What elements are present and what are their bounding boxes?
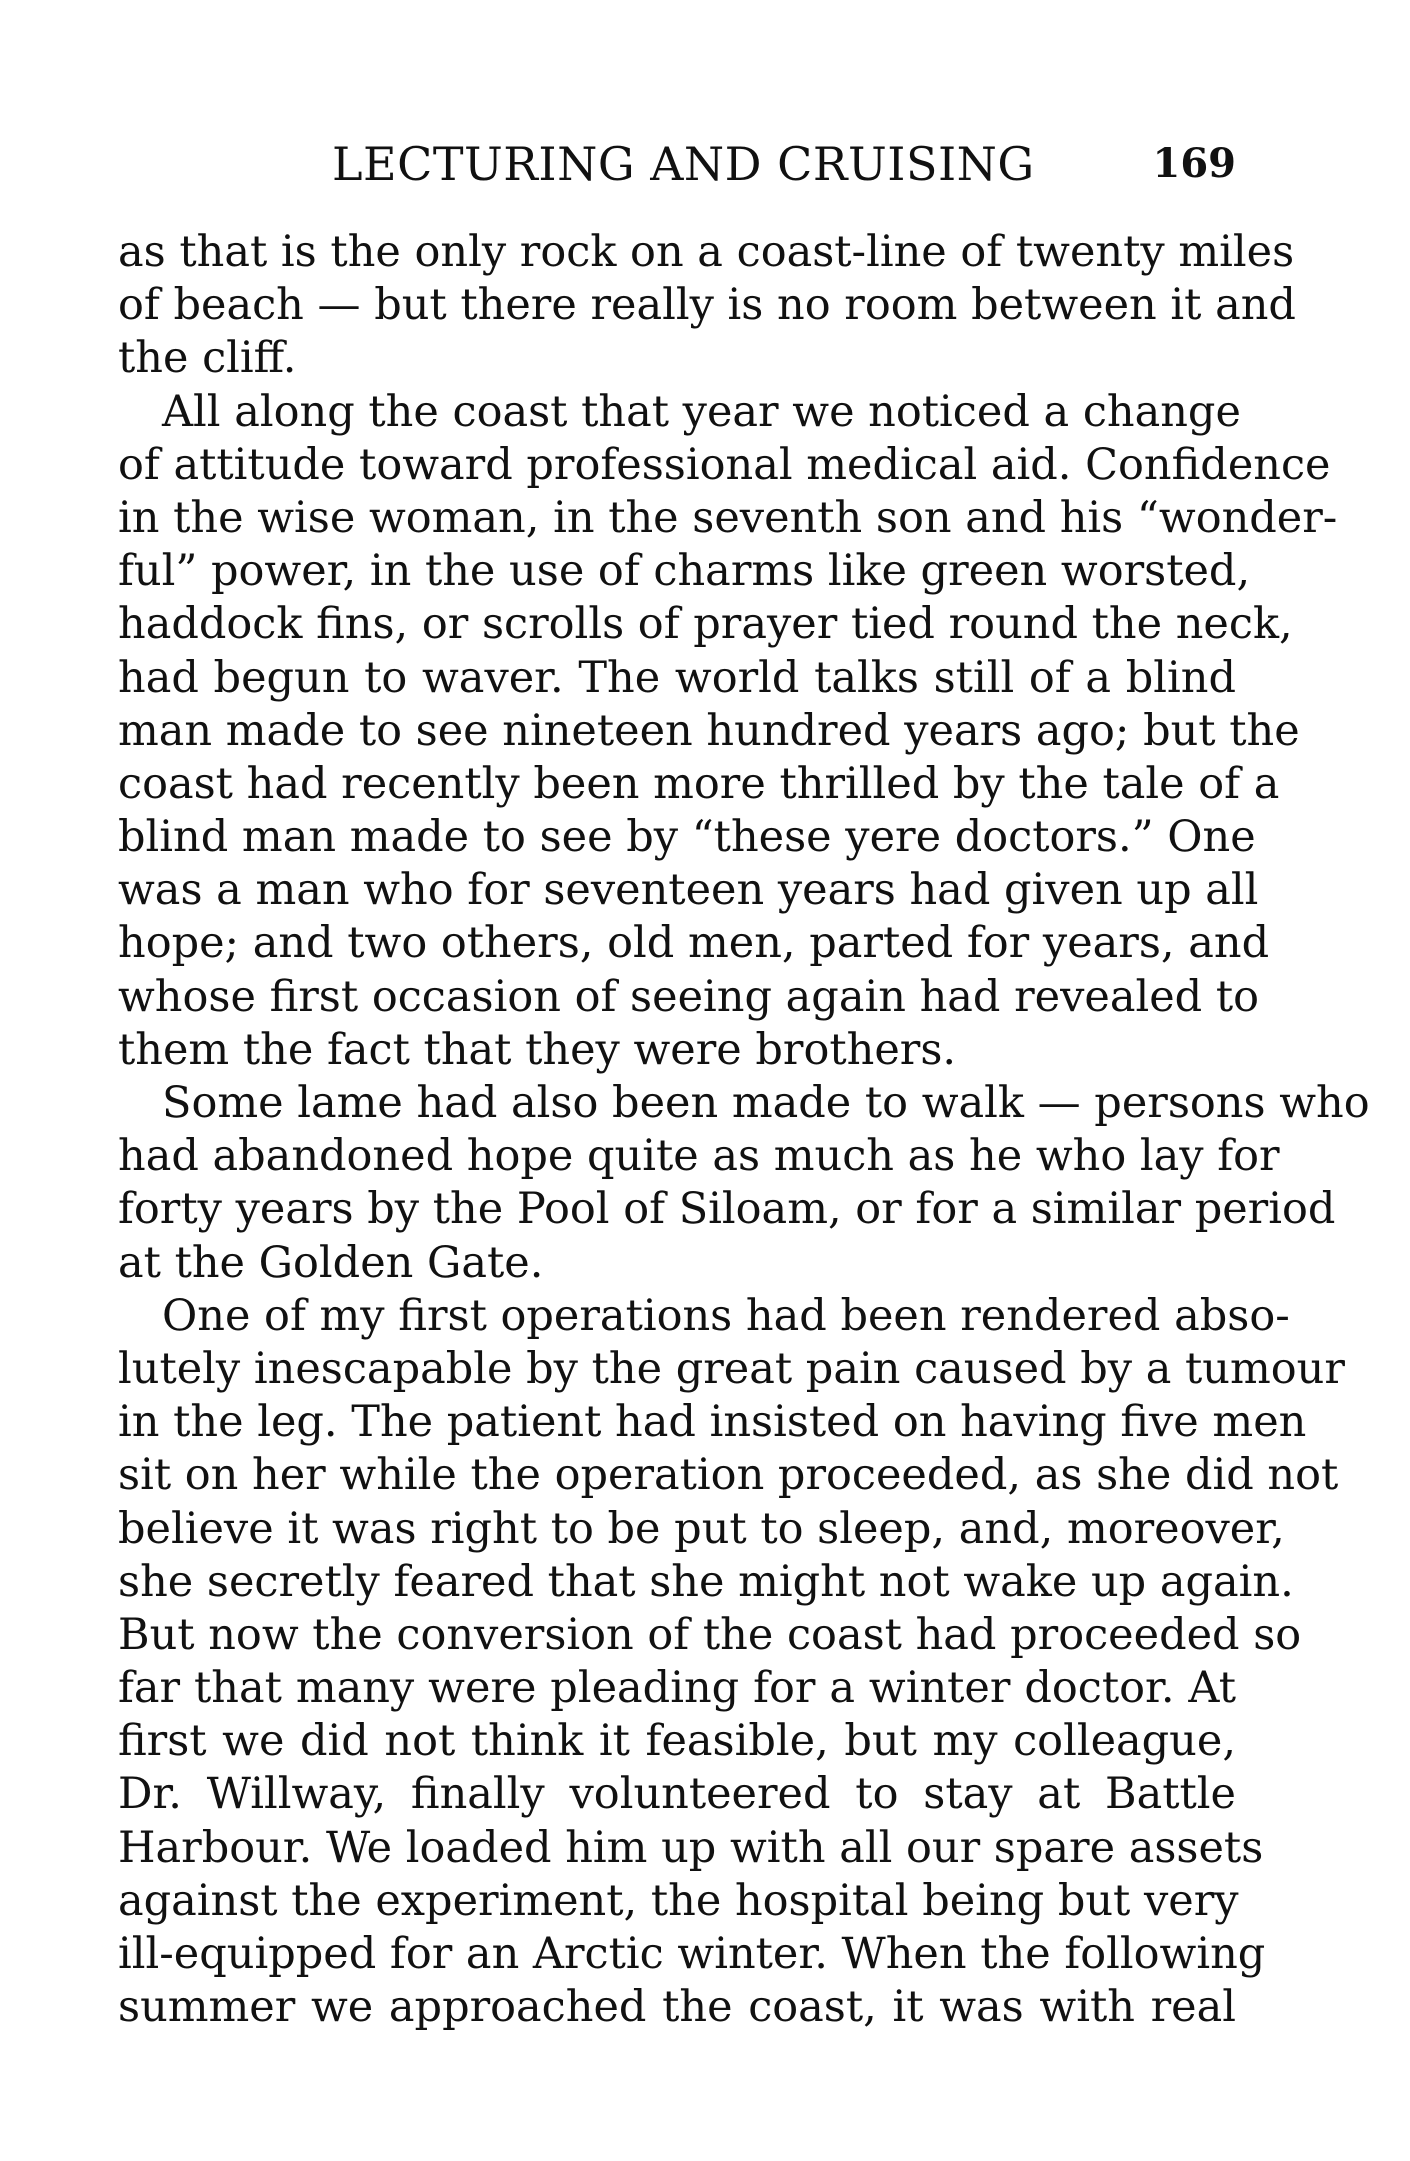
paragraph-first-line: Some lame had also been made to walk — persons who: [162, 1078, 1370, 1128]
text-line: them the fact that they were brothers.: [118, 1024, 957, 1075]
text-line: in the wise woman, in the seventh son and his “wonder-: [118, 492, 1338, 543]
text-line: Harbour. We loaded him up with all our spare assets: [118, 1822, 1264, 1873]
text-line: lutely inescapable by the great pain caused by a tumour: [118, 1343, 1345, 1394]
text-line: of beach — but there really is no room between it and: [118, 280, 1296, 331]
text-line: man made to see nineteen hundred years ago; but the: [118, 705, 1300, 756]
text-line: Dr. Willway, finally volunteered to stay at Battle: [118, 1769, 1236, 1820]
running-head: [118, 134, 1236, 194]
text-line: forty years by the Pool of Siloam, or for a similar period: [118, 1184, 1336, 1235]
text-line: at the Golden Gate.: [118, 1237, 544, 1288]
text-line: hope; and two others, old men, parted for years, and: [118, 918, 1270, 969]
text-line: in the leg. The patient had insisted on having five men: [118, 1397, 1307, 1448]
text-line: was a man who for seventeen years had given up all: [118, 865, 1259, 916]
text-line: ful” power, in the use of charms like green worsted,: [118, 546, 1251, 597]
text-line: first we did not think it feasible, but my colleague,: [118, 1716, 1236, 1767]
text-line: believe it was right to be put to sleep, and, moreover,: [118, 1503, 1285, 1554]
text-line: had begun to waver. The world talks still of a blind: [118, 652, 1236, 703]
text-line: But now the conversion of the coast had proceeded so: [118, 1609, 1302, 1660]
text-line: ill-equipped for an Arctic winter. When the following: [118, 1929, 1266, 1979]
text-line: coast had recently been more thrilled by the tale of a: [118, 758, 1280, 809]
text-line: blind man made to see by “these yere doctors.” One: [118, 812, 1256, 863]
page-number: 169: [1152, 140, 1236, 187]
body-text: [118, 226, 1370, 2034]
text-line: haddock fins, or scrolls of prayer tied round the neck,: [118, 599, 1293, 650]
text-line: sit on her while the operation proceeded, as she did not: [118, 1450, 1339, 1501]
text-line: of attitude toward professional medical aid. Confidence: [118, 439, 1331, 490]
paragraph-first-line: One of my first operations had been rendered abso-: [162, 1290, 1290, 1341]
text-line: as that is the only rock on a coast-line of twenty miles: [118, 227, 1295, 277]
text-line: whose first occasion of seeing again had revealed to: [118, 971, 1260, 1022]
text-line: she secretly feared that she might not wake up again.: [118, 1556, 1294, 1607]
running-title: LECTURING AND CRUISING: [332, 137, 1035, 191]
paragraph-first-line: All along the coast that year we noticed a change: [162, 386, 1241, 437]
text-line: the cliff.: [118, 333, 297, 384]
text-line: far that many were pleading for a winter doctor. At: [118, 1663, 1236, 1714]
text-line: had abandoned hope quite as much as he who lay for: [118, 1131, 1280, 1182]
text-line: against the experiment, the hospital being but very: [118, 1875, 1239, 1926]
text-line: summer we approached the coast, it was with real: [118, 1982, 1236, 2033]
